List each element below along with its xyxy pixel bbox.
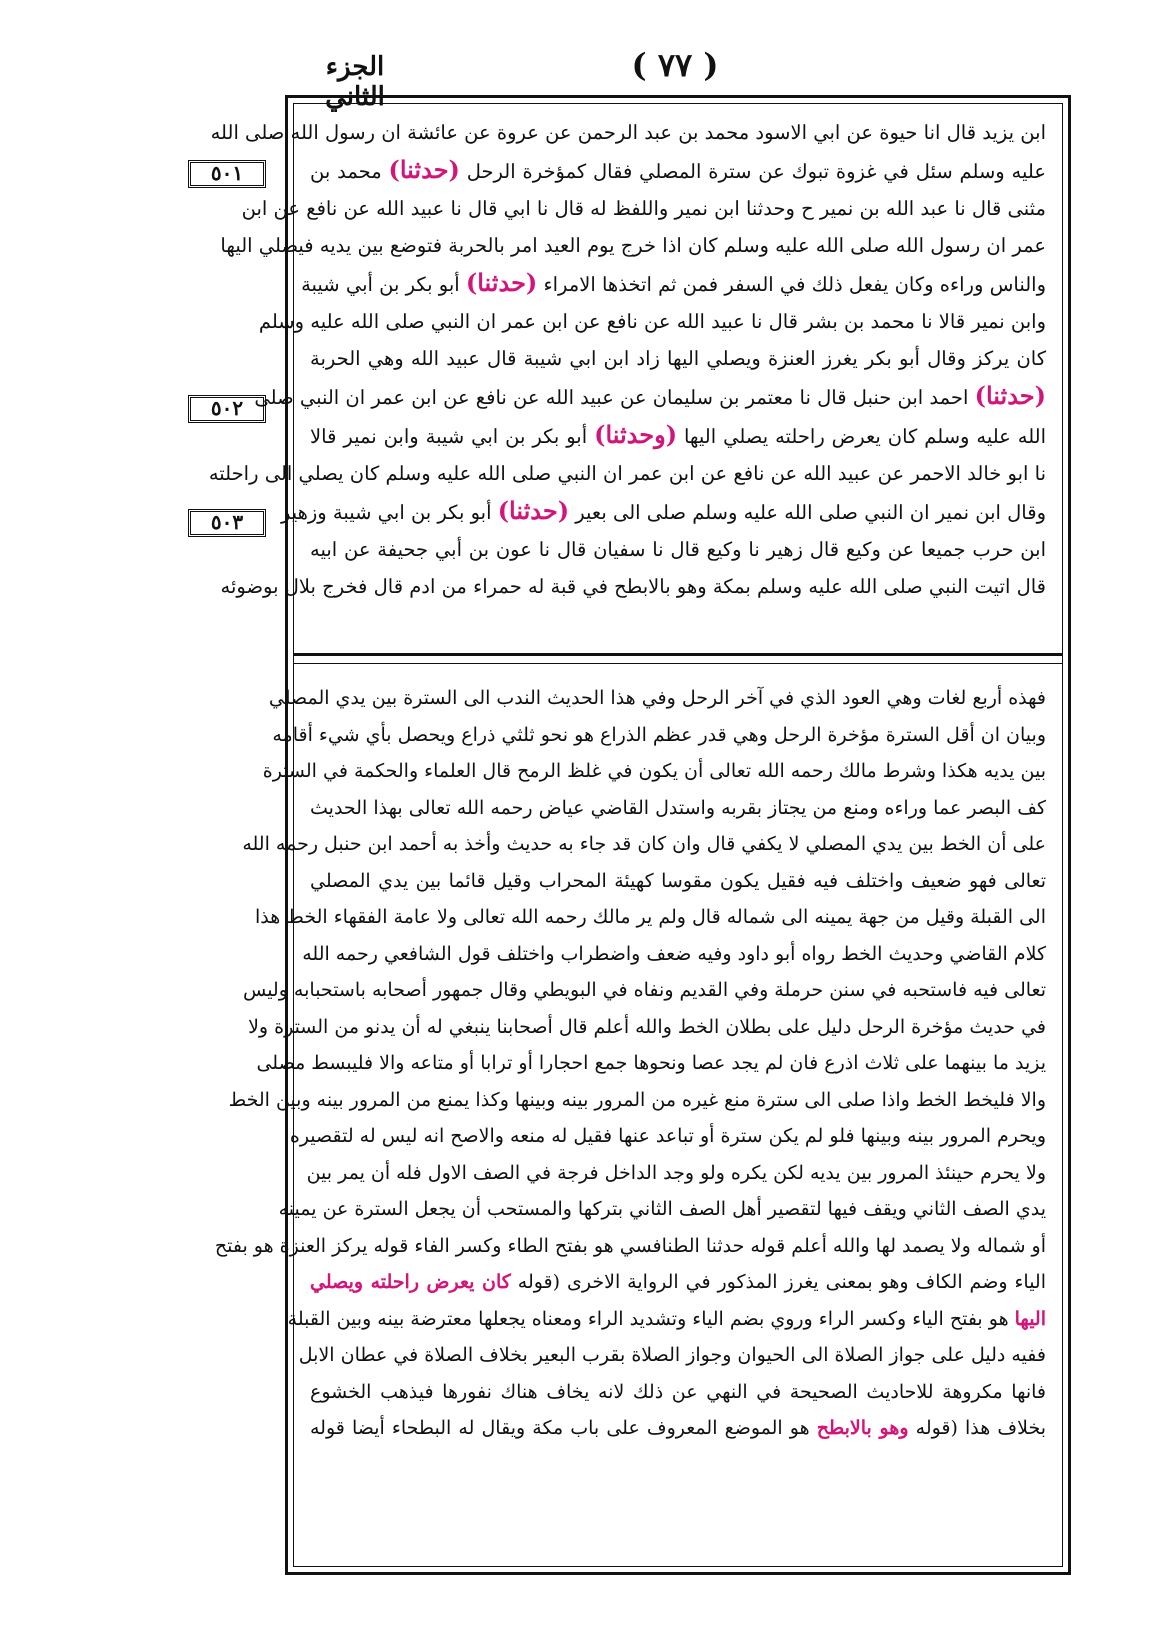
text-line xyxy=(310,151,1046,190)
hadith-number-marker: ٥٠١ xyxy=(188,160,266,188)
text-segment: أبو بكر بن أبي شيبة xyxy=(301,273,466,296)
text-segment: ويحرم المرور بينه وبينها فلو لم يكن سترة أو تباعد عنها فقيل له منعه والاصح انه ليس له لتقصيره xyxy=(289,1125,1046,1147)
part-title: الجزء الثاني xyxy=(325,52,385,112)
text-segment: وبيان ان أقل السترة مؤخرة الرحل وهي قدر عظم الذراع هو نحو ثلثي ذراع ويحصل بأي شيء أقامه xyxy=(272,723,1046,746)
text-line xyxy=(310,790,1046,827)
highlighted-phrase: (حدثنا) xyxy=(497,496,570,525)
text-line xyxy=(248,1009,1046,1046)
text-segment: محمد بن xyxy=(310,160,389,183)
text-line xyxy=(289,1118,1046,1155)
text-segment: ابن يزيد قال انا حيوة عن ابي الاسود محمد بن عبد الرحمن عن عروة عن عائشة ان رسول الله صلى الله xyxy=(210,121,1046,144)
text-line xyxy=(242,826,1046,863)
text-line xyxy=(287,1301,1046,1338)
text-line xyxy=(310,340,1046,377)
text-segment: احمد ابن حنبل قال نا معتمر بن سليمان عن عبيد الله عن نافع عن ابن عمر ان النبي صلى xyxy=(254,386,975,409)
text-segment: يزيد ما بينهما على ثلاث اذرع فان لم يجد عصا ونحوها جمع احجارا أو ترابا أو متاعه والا فليبسط مصلى xyxy=(256,1052,1046,1074)
text-line xyxy=(258,303,1046,340)
text-segment: فهذه أربع لغات وهي العود الذي في آخر الرحل وفي هذا الحديث الندب الى السترة بين يدي المصلي xyxy=(268,687,1046,709)
text-line xyxy=(272,717,1046,754)
text-line xyxy=(214,1228,1046,1265)
text-line xyxy=(262,753,1046,790)
highlighted-phrase: (وحدثنا) xyxy=(594,420,678,449)
text-line xyxy=(228,1082,1046,1119)
text-line xyxy=(268,680,1046,717)
text-segment: عليه وسلم سئل في غزوة تبوك عن سترة المصلي فقال كمؤخرة الرحل xyxy=(459,160,1046,183)
text-line xyxy=(301,264,1046,303)
commentary-text-block xyxy=(214,663,1062,1566)
text-segment: تعالى فهو ضعيف واختلف فيه فقيل يكون مقوسا كهيئة المحراب وقيل قائما بين يدي المصلي xyxy=(310,869,1046,892)
text-line xyxy=(280,492,1046,531)
text-line xyxy=(256,1045,1046,1082)
text-segment: عمر ان رسول الله صلى الله عليه وسلم كان اذا خرج يوم العيد امر بالحربة فتوضع بين يديه فيصلي اليها xyxy=(220,234,1046,257)
text-segment: مثنى قال نا عبد الله بن نمير ح وحدثنا ابن نمير واللفظ له قال نا ابي قال نا عبيد الله عن نافع عن ابن xyxy=(241,197,1046,220)
highlighted-phrase: كان يعرض راحلته ويصلي xyxy=(310,1271,511,1293)
text-line xyxy=(278,1191,1046,1228)
text-line xyxy=(310,531,1046,568)
hadith-number-marker: ٥٠٢ xyxy=(188,395,266,423)
text-line xyxy=(242,972,1046,1009)
text-line xyxy=(310,863,1046,900)
text-segment: ابن حرب جميعا عن وكيع قال زهير نا وكيع قال نا سفيان قال نا عون بن أبي جحيفة عن ابيه xyxy=(310,538,1046,561)
text-segment: أو شماله ولا يصمد لها والله أعلم قوله حدثنا الطنافسي هو بفتح الطاء وكسر الفاء قوله يركز العنزة هو بفتح xyxy=(214,1234,1046,1257)
text-line xyxy=(254,377,1046,416)
text-line xyxy=(208,455,1046,492)
highlighted-phrase: اليها xyxy=(1014,1307,1046,1330)
text-line xyxy=(220,568,1046,605)
text-segment: تعالى فيه فاستحبه في سنن حرملة وفي القديم ونفاه في البويطي وقال جمهور أصحابه باستحبابه وليس xyxy=(242,979,1046,1001)
text-segment: الى القبلة وقيل من جهة يمينه الى شماله قال ولم ير مالك رحمه الله تعالى ولا عامة الفقهاء الخط هذا xyxy=(255,906,1046,928)
text-segment: وقال ابن نمير ان النبي صلى الله عليه وسلم صلى الى بعير xyxy=(569,501,1046,524)
text-segment: على أن الخط بين يدي المصلي لا يكفي قال وان كان قد جاء به حديث وأخذ به أحمد ابن حنبل رحمه الله xyxy=(242,833,1046,855)
highlighted-phrase: (حدثنا) xyxy=(388,155,460,184)
text-segment: بخلاف هذا (قوله xyxy=(908,1417,1046,1439)
text-segment: بين يديه هكذا وشرط مالك رحمه الله تعالى أن يكون في غلظ الرمح قال العلماء والحكمة في السترة xyxy=(262,760,1046,782)
text-segment: أبو بكر بن ابي شيبة وزهير xyxy=(280,501,498,524)
text-segment: هو الموضع المعروف على باب مكة ويقال له البطحاء أيضا قوله xyxy=(310,1417,817,1439)
highlighted-phrase: وهو بالابطح xyxy=(816,1417,909,1439)
text-segment: كان يركز وقال أبو بكر يغرز العنزة ويصلي اليها زاد ابن ابي شيبة قال عبيد الله وهي الحربة xyxy=(310,347,1046,370)
page-number: ( ٧٧ ) xyxy=(631,46,719,84)
text-segment: نا ابو خالد الاحمر عن عبيد الله عن نافع عن ابن عمر ان النبي صلى الله عليه وسلم كان يصلي الى راحلته xyxy=(208,462,1046,485)
text-segment: في حديث مؤخرة الرحل دليل على بطلان الخط والله أعلم قال أصحابنا ينبغي له أن يدنو من السترة ولا xyxy=(248,1015,1046,1038)
highlighted-phrase: (حدثنا) xyxy=(465,268,538,297)
text-line xyxy=(310,1374,1046,1411)
text-line xyxy=(220,227,1046,264)
text-line xyxy=(310,1264,1046,1301)
text-segment: قال اتيت النبي صلى الله عليه وسلم بمكة وهو بالابطح في قبة له حمراء من ادم قال فخرج بلال بوضوئه xyxy=(220,575,1046,598)
highlighted-phrase: (حدثنا) xyxy=(974,381,1046,410)
text-segment: يدي الصف الثاني ويقف فيها لتقصير أهل الصف الثاني بتركها والمستحب أن يجعل السترة عن يمينه xyxy=(278,1198,1046,1220)
text-segment: الياء وضم الكاف وهو بمعنى يغرز المذكور في الرواية الاخرى (قوله xyxy=(510,1271,1047,1293)
text-line xyxy=(298,1337,1046,1374)
text-segment: ولا يحرم حينئذ المرور بين يديه لكن يكره ولو وجد الداخل فرجة في الصف الاول فله أن يمر بين xyxy=(306,1161,1046,1184)
text-line xyxy=(310,1410,1046,1447)
text-line xyxy=(210,114,1046,151)
text-line xyxy=(255,899,1046,936)
text-line xyxy=(241,190,1046,227)
text-segment: ففيه دليل على جواز الصلاة الى الحيوان وجواز الصلاة بقرب البعير بخلاف الصلاة في عطان الابل xyxy=(298,1344,1046,1366)
text-segment: وابن نمير قالا نا محمد بن بشر قال نا عبيد الله عن نافع عن ابن عمر ان النبي صلى الله عليه وسلم xyxy=(258,310,1046,333)
text-line xyxy=(310,416,1046,455)
text-segment: والناس وراءه وكان يفعل ذلك في السفر فمن ثم اتخذها الامراء xyxy=(537,273,1046,296)
text-segment: فانها مكروهة للاحاديث الصحيحة في النهي عن ذلك لانه يخاف هناك نفورها فيذهب الخشوع xyxy=(310,1380,1046,1403)
text-line xyxy=(306,1155,1046,1192)
hadith-number-marker: ٥٠٣ xyxy=(188,509,266,537)
text-segment: هو بفتح الياء وكسر الراء وروي بضم الياء وتشديد الراء ومعناه يجعلها معترضة بينه وبين القبلة xyxy=(287,1307,1015,1330)
text-segment: الله عليه وسلم كان يعرض راحلته يصلي اليها xyxy=(677,425,1047,448)
text-segment: والا فليخط الخط واذا صلى الى سترة منع غيره من المرور بينه وبينها وكذا يمنع من المرور بينه وبين الخط xyxy=(228,1088,1046,1111)
text-line xyxy=(302,936,1046,973)
text-segment: كف البصر عما وراءه ومنع من يجتاز بقربه واستدل القاضي عياض رحمه الله تعالى بهذا الحديث xyxy=(310,796,1046,819)
text-segment: كلام القاضي وحديث الخط رواه أبو داود وفيه ضعف واضطراب واختلف قول الشافعي رحمه الله xyxy=(302,942,1046,965)
text-segment: أبو بكر بن ابي شيبة وابن نمير قالا xyxy=(310,425,595,448)
